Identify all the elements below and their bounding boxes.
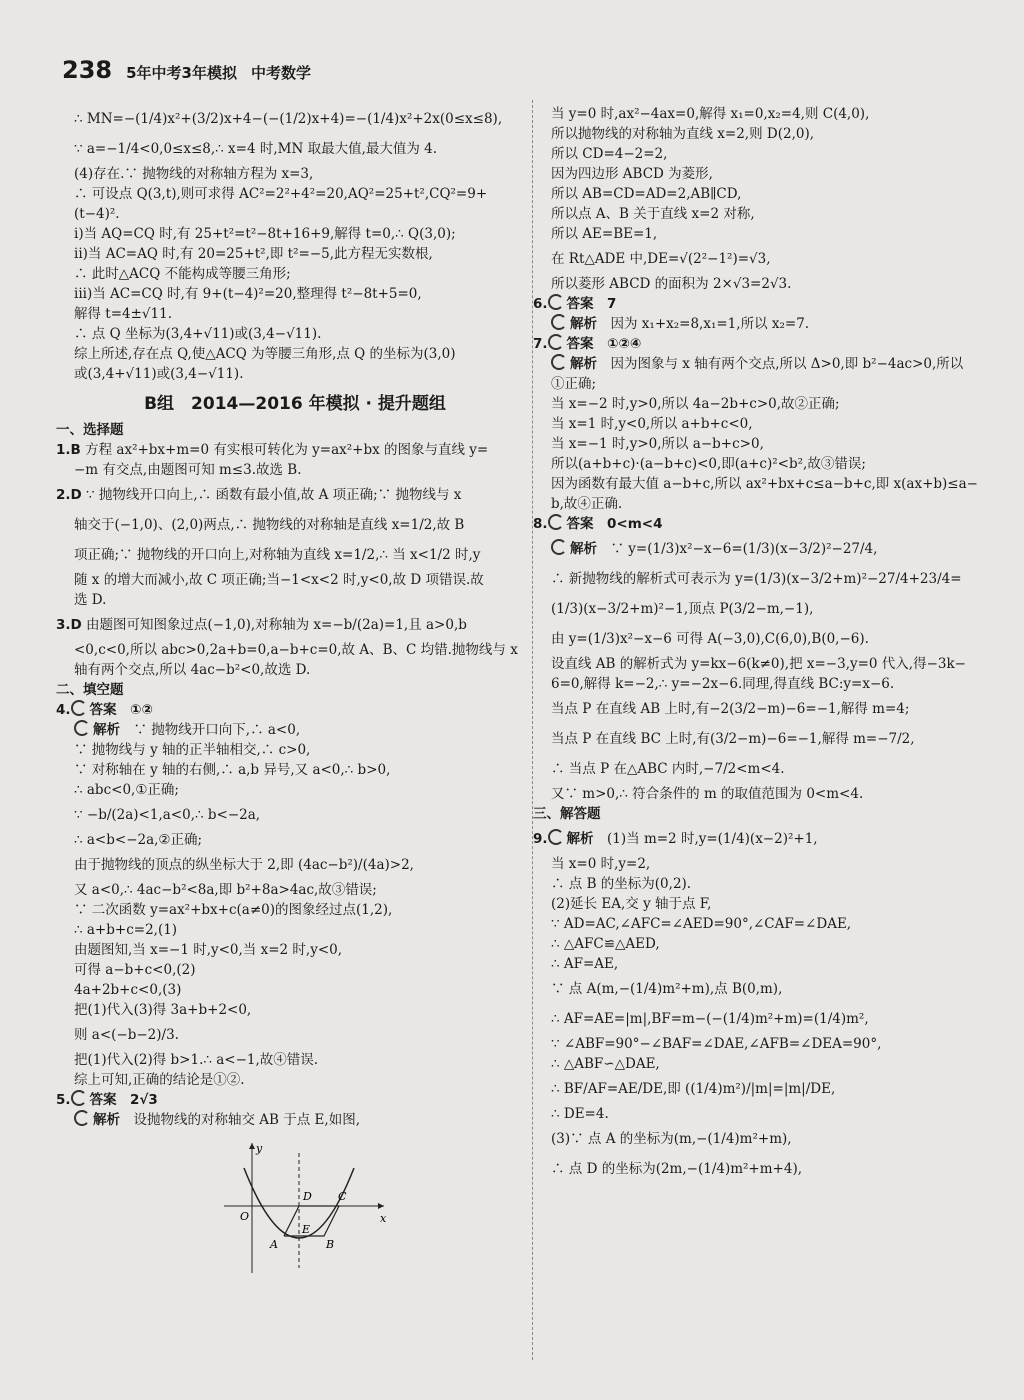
text-line: 由题图知,当 x=−1 时,y<0,当 x=2 时,y<0, (74, 942, 343, 958)
analysis-label: 解析 (570, 541, 597, 557)
analysis-icon (551, 354, 567, 370)
text-line: ∴ a+b+c=2,(1) (74, 922, 178, 938)
text-line: 由于抛物线的顶点的纵坐标大于 2,即 (4ac−b²)/(4a)>2, (74, 857, 414, 873)
text-line: 当 x=1 时,y<0,所以 a+b+c<0, (551, 416, 753, 432)
text-line: ∴ 当点 P 在△ABC 内时,−7/2<m<4. (551, 761, 785, 777)
text-line: 项正确;∵ 抛物线的开口向上,对称轴为直线 x=1/2,∴ 当 x<1/2 时,y (74, 547, 481, 563)
text-line: 又 a<0,∴ 4ac−b²<8a,即 b²+8a>4ac,故③错误; (74, 882, 377, 898)
text-line: 所以抛物线的对称轴为直线 x=2,则 D(2,0), (551, 126, 815, 142)
page-number: 238 (62, 56, 113, 84)
text-line: (1)当 m=2 时,y=(1/4)(x−2)²+1, (607, 831, 818, 847)
answer-label: 答案 ①② (89, 702, 153, 718)
text-line: ∵ ∠ABF=90°−∠BAF=∠DAE,∠AFB=∠DEA=90°, (551, 1036, 882, 1052)
label-c: C (338, 1190, 347, 1203)
label-e: E (302, 1223, 311, 1236)
answer-icon (548, 334, 564, 350)
text-line: ∵ −b/(2a)<1,a<0,∴ b<−2a, (74, 807, 261, 823)
text-line: 综上所述,存在点 Q,使△ACQ 为等腰三角形,点 Q 的坐标为(3,0) (74, 346, 456, 362)
text-line: ∵ AD=AC,∠AFC=∠AED=90°,∠CAF=∠DAE, (551, 916, 852, 932)
text-line: ∵ 对称轴在 y 轴的右侧,∴ a,b 异号,又 a<0,∴ b>0, (74, 762, 391, 778)
text-line: 由题图可知图象过点(−1,0),对称轴为 x=−b/(2a)=1,且 a>0,b (86, 617, 467, 633)
text-line: ii)当 AC=AQ 时,有 20=25+t²,即 t²=−5,此方程无实数根, (74, 246, 433, 262)
analysis-label: 解析 (570, 316, 597, 332)
analysis-icon (551, 539, 567, 555)
text-line: ∴ △ABF∽△DAE, (551, 1056, 660, 1072)
text-line: 当 x=0 时,y=2, (551, 856, 651, 872)
text-line: 把(1)代入(2)得 b>1.∴ a<−1,故④错误. (74, 1052, 319, 1068)
text-line: 或(3,4+√11)或(3,4−√11). (74, 366, 244, 382)
text-line: 轴有两个交点,所以 4ac−b²<0,故选 D. (74, 662, 311, 678)
analysis-icon (74, 1110, 90, 1126)
text-line: 因为函数有最大值 a−b+c,所以 ax²+bx+c≤a−b+c,即 x(ax+b)≤a− (551, 476, 978, 492)
analysis-icon (74, 720, 90, 736)
question-number: 9. (533, 831, 548, 847)
answer-icon (548, 294, 564, 310)
text-line: 综上可知,正确的结论是①②. (74, 1072, 245, 1088)
label-a: A (270, 1238, 278, 1251)
analysis-label: 解析 (93, 1112, 120, 1128)
text-line: ∴ AF=AE, (551, 956, 619, 972)
q-prev-solution (74, 104, 516, 384)
text-line: ∴ 点 D 的坐标为(2m,−(1/4)m²+m+4), (551, 1161, 803, 1177)
text-line: i)当 AQ=CQ 时,有 25+t²=t²−8t+16+9,解得 t=0,∴ Q(3,0); (74, 226, 456, 242)
analysis-label: 解析 (93, 722, 120, 738)
text-line: iii)当 AC=CQ 时,有 9+(t−4)²=20,整理得 t²−8t+5=0, (74, 286, 422, 302)
text-line: ∴ AF=AE=|m|,BF=m−(−(1/4)m²+m)=(1/4)m², (551, 1011, 869, 1027)
column-divider (532, 100, 533, 1360)
text-line: (1/3)(x−3/2+m)²−1,顶点 P(3/2−m,−1), (551, 601, 814, 617)
answer-label: 答案 ①②④ (566, 336, 642, 352)
text-line: 所以(a+b+c)·(a−b+c)<0,即(a+c)²<b²,故③错误; (551, 456, 866, 472)
text-line: (3)∵ 点 A 的坐标为(m,−(1/4)m²+m), (551, 1131, 792, 1147)
text-line: 又∵ m>0,∴ 符合条件的 m 的取值范围为 0<m<4. (551, 786, 864, 802)
text-line: b,故④正确. (551, 496, 623, 512)
text-line: ∴ abc<0,①正确; (74, 782, 179, 798)
text-line: ∵ 抛物线与 y 轴的正半轴相交,∴ c>0, (74, 742, 311, 758)
text-line: 当 y=0 时,ax²−4ax=0,解得 x₁=0,x₂=4,则 C(4,0), (551, 106, 870, 122)
text-line: ∴ 新抛物线的解析式可表示为 y=(1/3)(x−3/2+m)²−27/4+23/4= (551, 571, 962, 587)
answer-icon (71, 1090, 87, 1106)
text-line: ∴ 此时△ACQ 不能构成等腰三角形; (74, 266, 291, 282)
analysis-label: 解析 (566, 831, 594, 847)
text-line: (2)延长 EA,交 y 轴于点 F, (551, 896, 712, 912)
question-number: 2.D (56, 487, 82, 503)
text-line: 当点 P 在直线 AB 上时,有−2(3/2−m)−6=−1,解得 m=4; (551, 701, 910, 717)
text-line: ∴ △AFC≌△AED, (551, 936, 660, 952)
text-line: 在 Rt△ADE 中,DE=√(2²−1²)=√3, (551, 251, 771, 267)
text-line: ∴ DE=4. (551, 1106, 609, 1122)
subject-title: 中考数学 (250, 64, 311, 82)
section-heading: 二、填空题 (56, 682, 124, 698)
label-b: B (326, 1238, 335, 1251)
question-number: 1.B (56, 442, 81, 458)
question-number: 8. (533, 516, 548, 532)
text-line: 因为 x₁+x₂=8,x₁=1,所以 x₂=7. (610, 316, 810, 332)
text-line: ∵ 点 A(m,−(1/4)m²+m),点 B(0,m), (551, 981, 783, 997)
label-x: x (380, 1212, 387, 1225)
text-line: 由 y=(1/3)x²−x−6 可得 A(−3,0),C(6,0),B(0,−6). (551, 631, 869, 647)
text-line: 所以菱形 ABCD 的面积为 2×√3=2√3. (551, 276, 792, 292)
text-line: 4a+2b+c<0,(3) (74, 982, 182, 998)
text-line: 因为图象与 x 轴有两个交点,所以 Δ>0,即 b²−4ac>0,所以 (610, 356, 964, 372)
text-line: ∴ MN=−(1/4)x²+(3/2)x+4−(−(1/2)x+4)=−(1/4)x²+2x(0≤x≤8), (74, 111, 503, 127)
text-line: ∵ 抛物线开口向上,∴ 函数有最小值,故 A 项正确;∵ 抛物线与 x (86, 487, 462, 503)
question-number: 7. (533, 336, 548, 352)
answer-icon (548, 514, 564, 530)
text-line: 选 D. (74, 592, 107, 608)
group-title: B组 2014—2016 年模拟 · 提升题组 (144, 394, 446, 414)
question-number: 4. (56, 702, 71, 718)
answer-label: 答案 0<m<4 (566, 516, 663, 532)
text-line: 当 x=−2 时,y>0,所以 4a−2b+c>0,故②正确; (551, 396, 840, 412)
y-axis-arrow (249, 1143, 255, 1149)
text-line: 设抛物线的对称轴交 AB 于点 E,如图, (133, 1112, 360, 1128)
text-line: 所以点 A、B 关于直线 x=2 对称, (551, 206, 755, 222)
x-axis-arrow (378, 1203, 384, 1209)
text-line: ∵ a=−1/4<0,0≤x≤8,∴ x=4 时,MN 取最大值,最大值为 4. (74, 141, 438, 157)
text-line: ∵ 抛物线开口向下,∴ a<0, (133, 722, 301, 738)
text-line: 所以 CD=4−2=2, (551, 146, 668, 162)
text-line: ∴ 点 B 的坐标为(0,2). (551, 876, 692, 892)
label-y: y (256, 1142, 263, 1155)
text-line: ∵ y=(1/3)x²−x−6=(1/3)(x−3/2)²−27/4, (610, 541, 878, 557)
answer-label: 答案 7 (566, 296, 617, 312)
text-line: 当点 P 在直线 BC 上时,有(3/2−m)−6=−1,解得 m=−7/2, (551, 731, 915, 747)
text-line: 当 x=−1 时,y>0,所以 a−b+c>0, (551, 436, 764, 452)
text-line: 因为四边形 ABCD 为菱形, (551, 166, 713, 182)
text-line: ∴ 可设点 Q(3,t),则可求得 AC²=2²+4²=20,AQ²=25+t²,CQ²=9+ (74, 186, 488, 202)
text-line: <0,c<0,所以 abc>0,2a+b=0,a−b+c=0,故 A、B、C 均错.抛物线与 x (74, 642, 518, 658)
analysis-label: 解析 (570, 356, 597, 372)
book-title: 5年中考3年模拟 (126, 64, 237, 82)
text-line: 则 a<(−b−2)/3. (74, 1027, 179, 1043)
question-number: 3.D (56, 617, 82, 633)
text-line: 6=0,解得 k=−2,∴ y=−2x−6.同理,得直线 BC:y=x−6. (551, 676, 895, 692)
text-line: −m 有交点,由题图可知 m≤3.故选 B. (74, 462, 302, 478)
question-number: 6. (533, 296, 548, 312)
text-line: 解得 t=4±√11. (74, 306, 173, 322)
text-line: (4)存在.∵ 抛物线的对称轴方程为 x=3, (74, 166, 314, 182)
text-line: (t−4)². (74, 206, 120, 222)
text-line: 把(1)代入(3)得 3a+b+2<0, (74, 1002, 252, 1018)
rhombus-abcd (284, 1206, 339, 1236)
section-heading: 三、解答题 (533, 806, 601, 822)
right-column (533, 104, 999, 1184)
page-header (62, 56, 311, 88)
text-line: ∴ a<b<−2a,②正确; (74, 832, 203, 848)
parabola-figure (214, 1138, 516, 1282)
text-line: ∴ BF/AF=AE/DE,即 ((1/4)m²)/|m|=|m|/DE, (551, 1081, 836, 1097)
question-number: 5. (56, 1092, 71, 1108)
answer-icon (71, 700, 87, 716)
figure-svg (214, 1138, 394, 1278)
label-d: D (303, 1190, 312, 1203)
text-line: 设直线 AB 的解析式为 y=kx−6(k≠0),把 x=−3,y=0 代入,得−3k− (551, 656, 966, 672)
text-line: 随 x 的增大而减小,故 C 项正确;当−1<x<2 时,y<0,故 D 项错误.故 (74, 572, 484, 588)
text-line: ∴ 点 Q 坐标为(3,4+√11)或(3,4−√11). (74, 326, 322, 342)
text-line: 所以 AB=CD=AD=2,AB∥CD, (551, 186, 742, 202)
analysis-icon (551, 314, 567, 330)
text-line: 可得 a−b+c<0,(2) (74, 962, 196, 978)
text-line: 轴交于(−1,0)、(2,0)两点,∴ 抛物线的对称轴是直线 x=1/2,故 B (74, 517, 465, 533)
label-o: O (240, 1210, 250, 1223)
section-heading: 一、选择题 (56, 422, 124, 438)
text-line: ①正确; (551, 376, 597, 392)
text-line: ∵ 二次函数 y=ax²+bx+c(a≠0)的图象经过点(1,2), (74, 902, 393, 918)
left-column (56, 104, 518, 1282)
answer-label: 答案 2√3 (89, 1092, 158, 1108)
text-line: 方程 ax²+bx+m=0 有实根可转化为 y=ax²+bx 的图象与直线 y= (85, 442, 489, 458)
text-line: 所以 AE=BE=1, (551, 226, 658, 242)
analysis-icon (548, 829, 564, 845)
